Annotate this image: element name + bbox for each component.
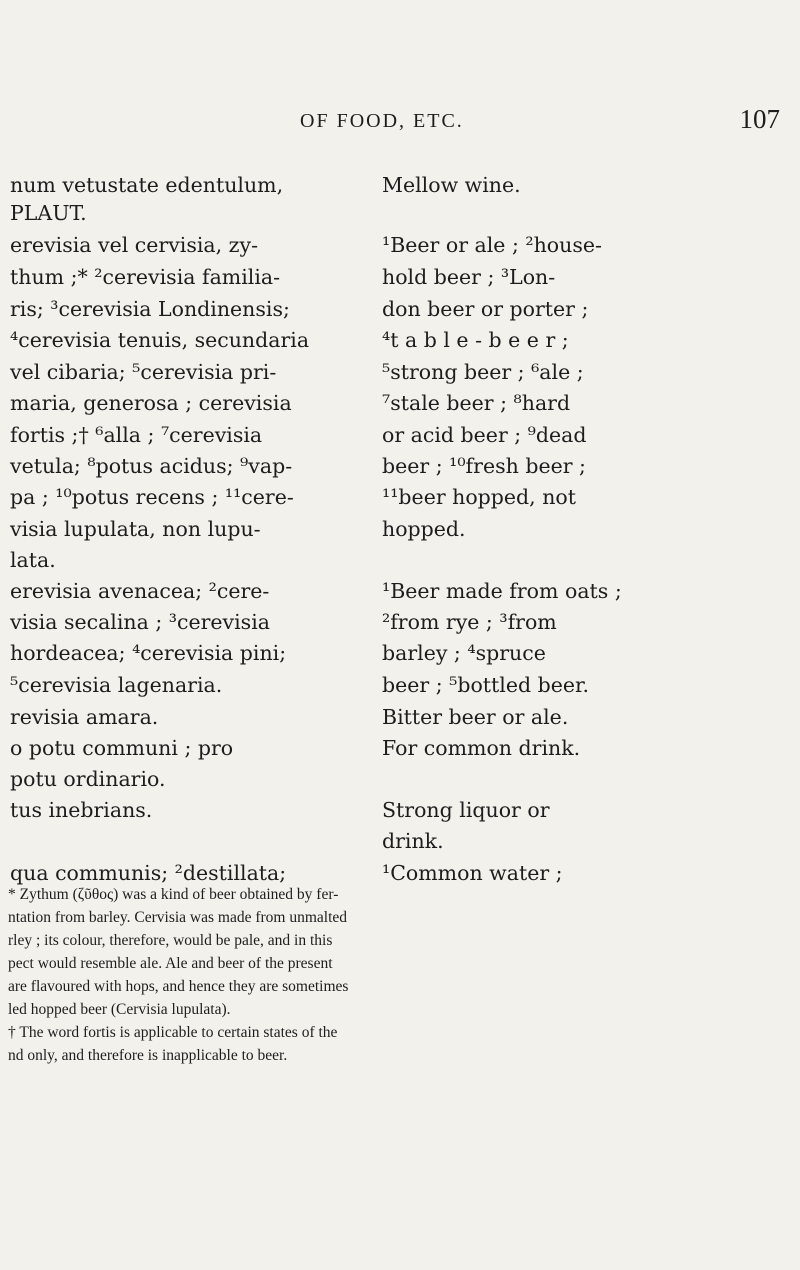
english-gloss: beer ; ⁵bottled beer.: [382, 673, 590, 697]
latin-term: num vetustate edentulum,: [10, 173, 284, 197]
english-gloss: Bitter beer or ale.: [382, 705, 569, 729]
english-gloss: ⁵strong beer ; ⁶ale ;: [382, 360, 584, 384]
footnote-line: led hopped beer (Cervisia lupulata).: [8, 1001, 231, 1018]
latin-term: thum ;* ²cerevisia familia-: [10, 265, 281, 289]
english-gloss: don beer or porter ;: [382, 297, 589, 321]
english-gloss: ⁷stale beer ; ⁸hard: [382, 391, 571, 415]
english-gloss: hopped.: [382, 517, 466, 541]
english-gloss: ¹Beer or ale ; ²house-: [382, 233, 602, 257]
footnote-line: nd only, and therefore is inapplicable to beer.: [8, 1047, 288, 1064]
latin-term: visia lupulata, non lupu-: [10, 517, 261, 541]
latin-term: fortis ;† ⁶alla ; ⁷cerevisia: [10, 423, 263, 447]
footnote-line: † The word fortis is applicable to certain states of the: [8, 1024, 338, 1041]
english-gloss: ¹¹beer hopped, not: [382, 485, 576, 509]
latin-term: o potu communi ; pro: [10, 736, 234, 760]
latin-term: ⁵cerevisia lagenaria.: [10, 673, 223, 697]
latin-term: qua communis; ²destillata;: [10, 861, 287, 885]
latin-term: maria, generosa ; cerevisia: [10, 391, 292, 415]
english-gloss: ¹Common water ;: [382, 861, 563, 885]
latin-term: vel cibaria; ⁵cerevisia pri-: [10, 360, 277, 384]
english-gloss: ²from rye ; ³from: [382, 610, 557, 634]
latin-term: visia secalina ; ³cerevisia: [10, 610, 270, 634]
latin-term: ris; ³cerevisia Londinensis;: [10, 297, 290, 321]
latin-term: vetula; ⁸potus acidus; ⁹vap-: [10, 454, 293, 478]
latin-term: potu ordinario.: [10, 767, 166, 791]
english-gloss: beer ; ¹⁰fresh beer ;: [382, 454, 586, 478]
latin-term: ⁴cerevisia tenuis, secundaria: [10, 328, 310, 352]
footnote-line: pect would resemble ale. Ale and beer of the present: [8, 955, 333, 972]
running-title: OF FOOD, ETC.: [300, 110, 464, 132]
english-gloss: For common drink.: [382, 736, 581, 760]
english-gloss: ⁴t a b l e - b e e r ;: [382, 328, 569, 352]
latin-term: erevisia avenacea; ²cere-: [10, 579, 270, 603]
latin-term: lata.: [10, 548, 56, 572]
latin-term: pa ; ¹⁰potus recens ; ¹¹cere-: [10, 485, 294, 509]
english-gloss: hold beer ; ³Lon-: [382, 265, 556, 289]
english-gloss: barley ; ⁴spruce: [382, 641, 546, 665]
latin-term: erevisia vel cervisia, zy-: [10, 233, 258, 257]
latin-term: tus inebrians.: [10, 798, 153, 822]
english-gloss: Strong liquor or: [382, 798, 550, 822]
latin-term: hordeacea; ⁴cerevisia pini;: [10, 641, 287, 665]
english-gloss: Mellow wine.: [382, 173, 521, 197]
english-gloss: drink.: [382, 829, 444, 853]
footnote-line: are flavoured with hops, and hence they are sometimes: [8, 978, 349, 995]
latin-term: PLAUT.: [10, 201, 87, 225]
footnote-line: * Zythum (ζῦθος) was a kind of beer obtained by fer-: [8, 886, 339, 903]
running-head: [0, 104, 800, 150]
english-gloss: or acid beer ; ⁹dead: [382, 423, 587, 447]
footnote-line: ntation from barley. Cervisia was made from unmalted: [8, 909, 348, 926]
page-number: 107: [739, 104, 780, 134]
english-gloss: ¹Beer made from oats ;: [382, 579, 622, 603]
footnote-line: rley ; its colour, therefore, would be pale, and in this: [8, 932, 333, 949]
latin-term: revisia amara.: [10, 705, 159, 729]
